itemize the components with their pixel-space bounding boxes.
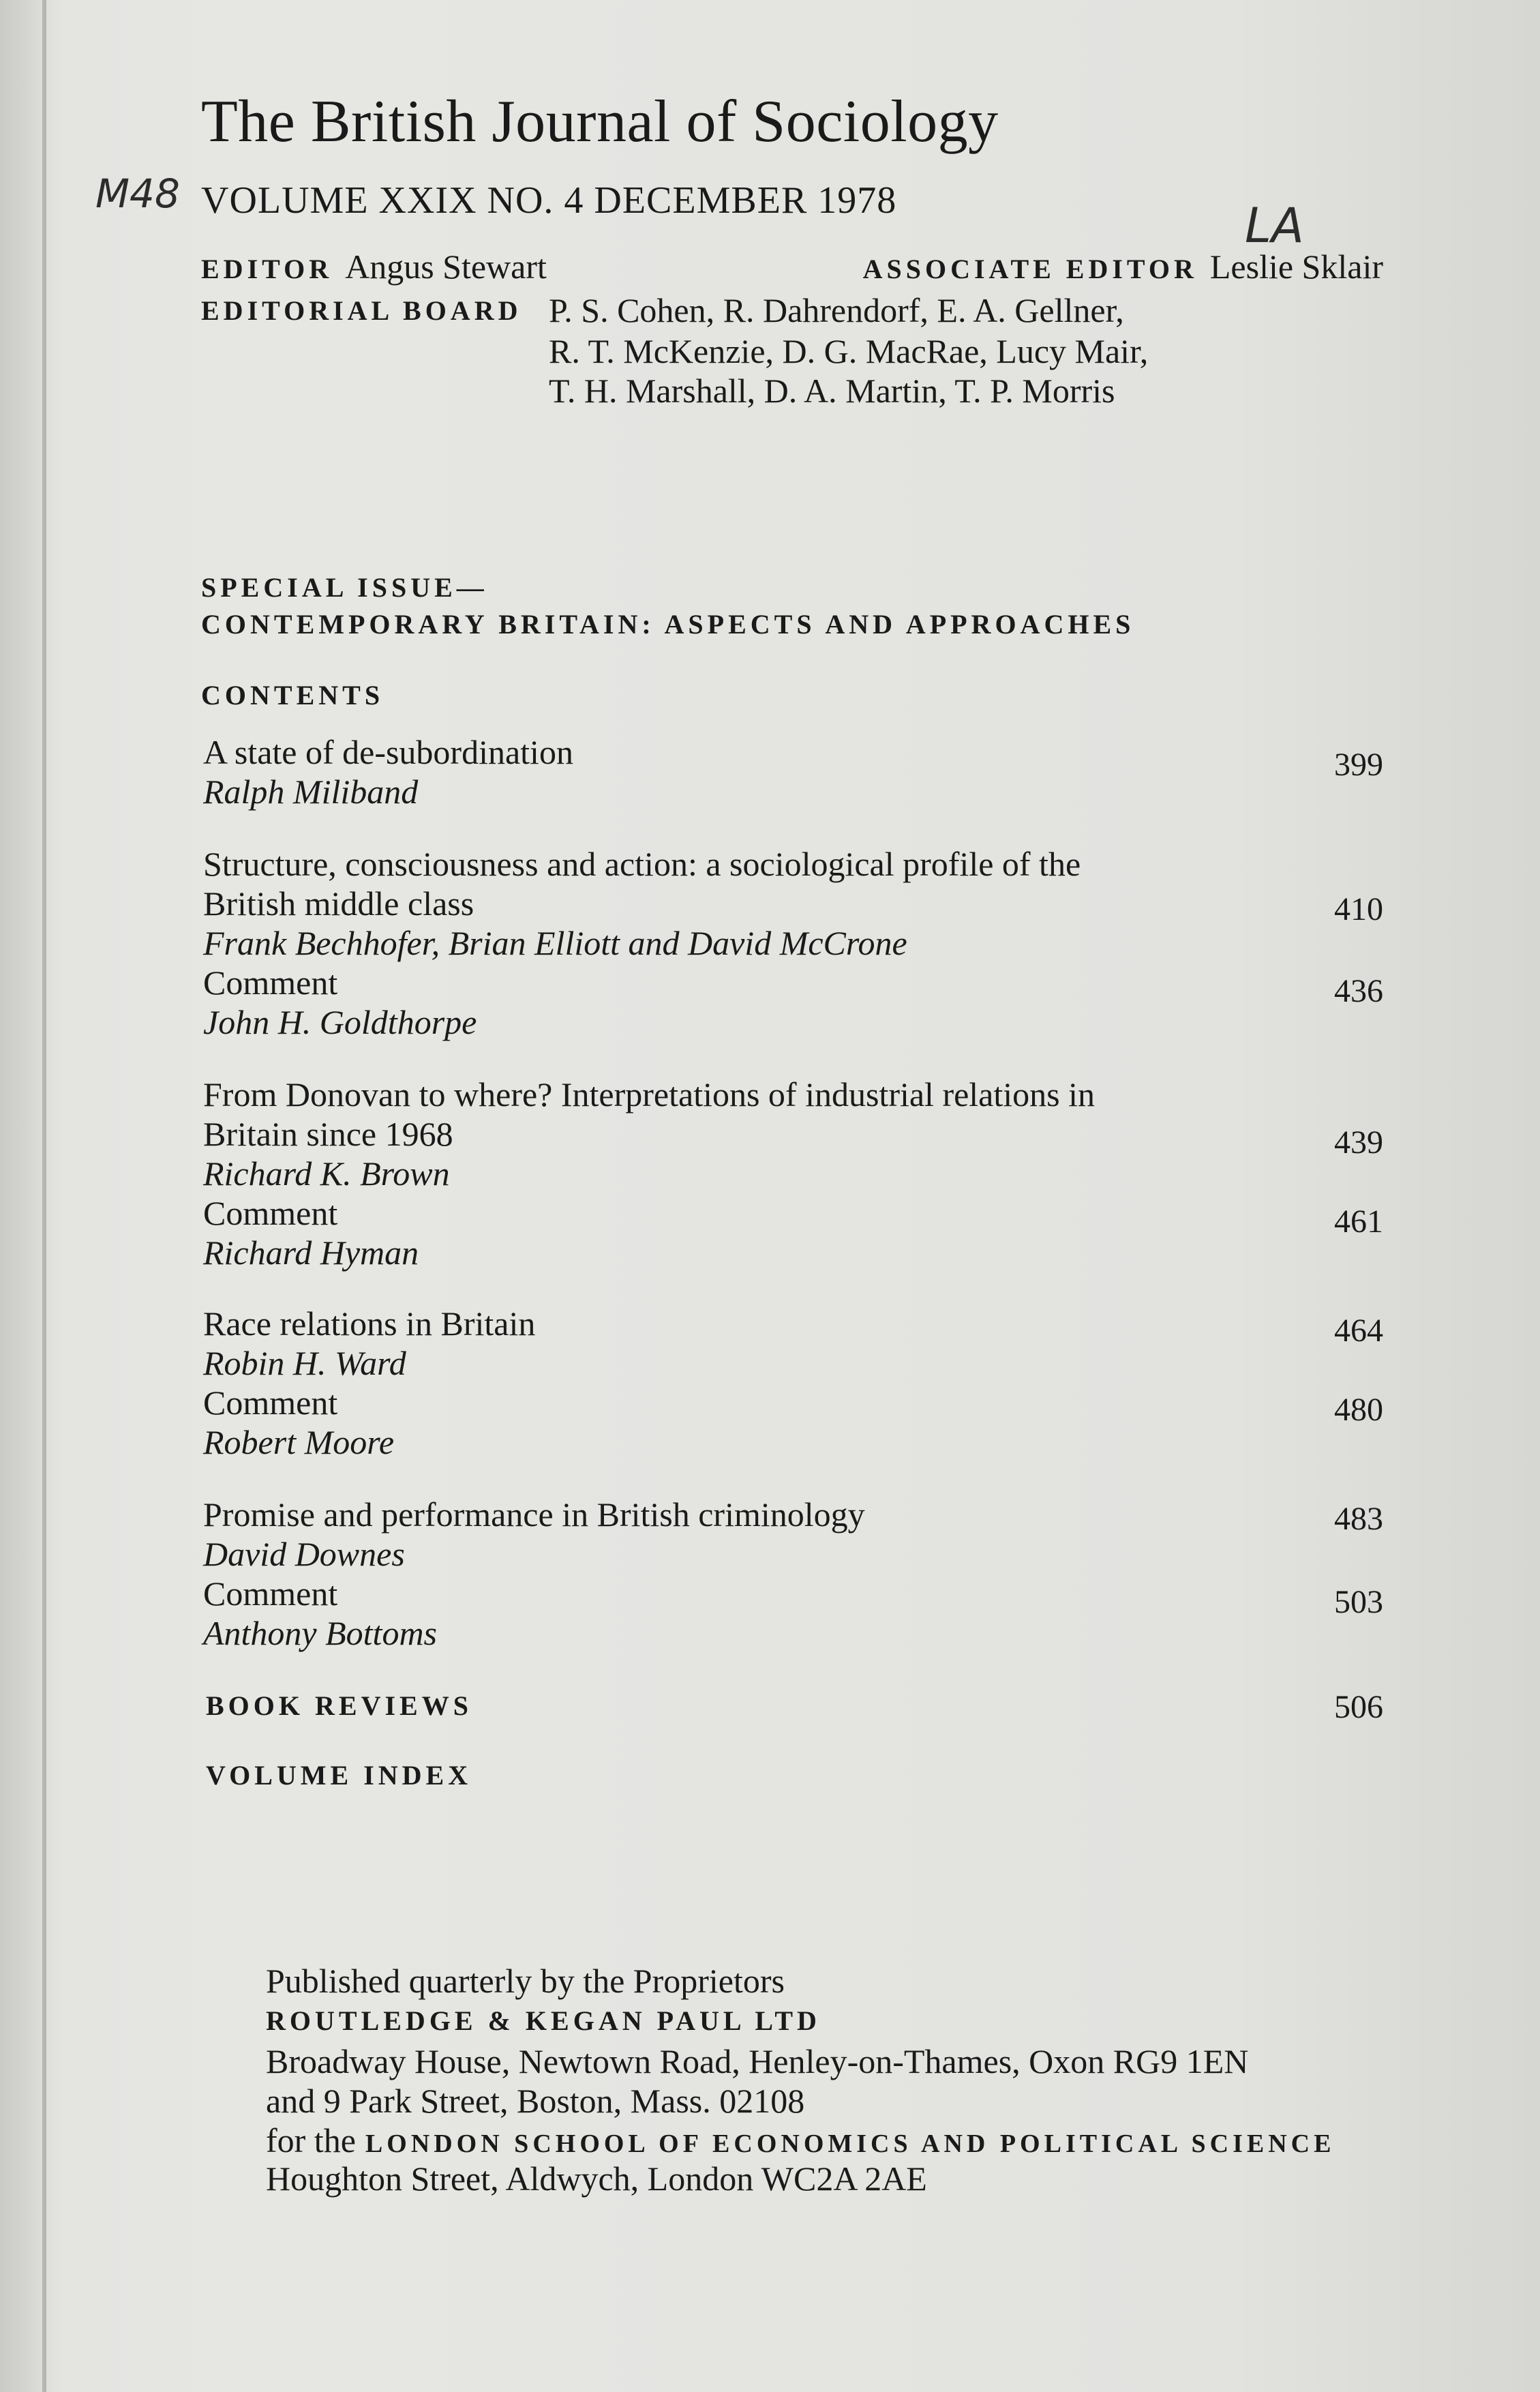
- editor-label: EDITOR: [201, 254, 333, 284]
- entry-title: Promise and performance in British criminology: [203, 1495, 865, 1534]
- editor-name: Angus Stewart: [345, 248, 547, 286]
- associate-editor-name: Leslie Sklair: [1209, 248, 1383, 286]
- contents-label: CONTENTS: [201, 680, 384, 711]
- institution-name: LONDON SCHOOL OF ECONOMICS AND POLITICAL SCIENCE: [365, 2129, 1335, 2158]
- entry-title-continued: British middle class: [203, 884, 474, 923]
- entry-title: From Donovan to where? Interpretations of industrial relations in: [203, 1075, 1096, 1113]
- publisher-line-1: Published quarterly by the Proprietors: [266, 1962, 785, 2000]
- entry-title: Structure, consciousness and action: a sociological profile of the: [203, 845, 1081, 883]
- associate-editor-label: ASSOCIATE EDITOR: [862, 254, 1198, 284]
- entry-page: 436: [1334, 973, 1383, 1009]
- entry-author: Anthony Bottoms: [203, 1614, 438, 1652]
- entry-page: 461: [1334, 1204, 1383, 1240]
- book-reviews-page: 506: [1334, 1689, 1383, 1725]
- editorial-board-line-2: R. T. McKenzie, D. G. MacRae, Lucy Mair,: [549, 332, 1149, 370]
- editorial-board-line-3: T. H. Marshall, D. A. Martin, T. P. Morris: [549, 372, 1115, 410]
- entry-author: David Downes: [203, 1535, 405, 1573]
- page-spine-shadow: [42, 0, 46, 2392]
- special-issue-label: SPECIAL ISSUE—: [201, 572, 488, 603]
- book-reviews-label: BOOK REVIEWS: [206, 1690, 472, 1721]
- entry-title: Comment: [203, 1384, 338, 1422]
- volume-line: VOLUME XXIX NO. 4 DECEMBER 1978: [201, 179, 897, 222]
- handwritten-annotation-right: LA: [1245, 198, 1304, 254]
- journal-title: The British Journal of Sociology: [201, 89, 999, 155]
- editorial-board-label-text: EDITORIAL BOARD: [201, 295, 522, 326]
- entry-page: 483: [1334, 1501, 1383, 1537]
- handwritten-annotation-left: M48: [95, 170, 180, 217]
- entry-page: 464: [1334, 1313, 1383, 1349]
- entry-author: Ralph Miliband: [203, 773, 419, 811]
- editorial-board-label: [201, 295, 522, 327]
- entry-title: Comment: [203, 1574, 338, 1613]
- special-issue-title: CONTEMPORARY BRITAIN: ASPECTS AND APPROACHES: [201, 609, 1135, 640]
- entry-author: Robert Moore: [203, 1423, 395, 1461]
- entry-title: Comment: [203, 1194, 338, 1232]
- publisher-name: ROUTLEDGE & KEGAN PAUL LTD: [266, 2005, 821, 2036]
- entry-author: Richard K. Brown: [203, 1154, 450, 1193]
- entry-author: John H. Goldthorpe: [203, 1003, 477, 1041]
- entry-title-continued: Britain since 1968: [203, 1115, 453, 1153]
- institution-prefix: for the: [266, 2121, 356, 2159]
- entry-page: 410: [1334, 891, 1383, 927]
- entry-page: 503: [1334, 1584, 1383, 1620]
- publisher-address-2: and 9 Park Street, Boston, Mass. 02108: [266, 2082, 805, 2120]
- entry-title: Race relations in Britain: [203, 1304, 536, 1343]
- editorial-board-line-1: P. S. Cohen, R. Dahrendorf, E. A. Gellner,: [549, 291, 1124, 329]
- publisher-institution-line: [266, 2121, 1335, 2160]
- entry-author: Frank Bechhofer, Brian Elliott and David McCrone: [203, 924, 907, 962]
- entry-author: Robin H. Ward: [203, 1344, 406, 1382]
- associate-editor-line: [863, 247, 1383, 286]
- entry-page: 480: [1334, 1392, 1383, 1428]
- editor-line: [201, 247, 547, 286]
- publisher-address-3: Houghton Street, Aldwych, London WC2A 2AE: [266, 2159, 927, 2198]
- entry-title: Comment: [203, 963, 338, 1002]
- entry-title: A state of de-subordination: [203, 733, 573, 771]
- entry-page: 439: [1334, 1124, 1383, 1161]
- entry-author: Richard Hyman: [203, 1234, 419, 1272]
- entry-page: 399: [1334, 747, 1383, 783]
- publisher-address-1: Broadway House, Newtown Road, Henley-on-Thames, Oxon RG9 1EN: [266, 2042, 1249, 2080]
- volume-index-label: VOLUME INDEX: [206, 1760, 472, 1791]
